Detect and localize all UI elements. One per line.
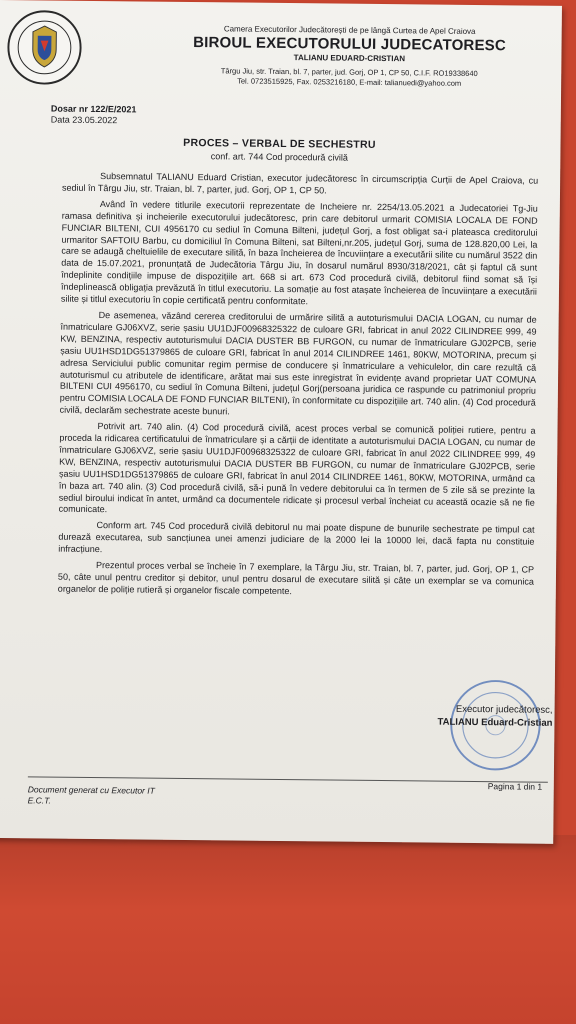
document-subtitle: conf. art. 744 Cod procedură civilă	[210, 151, 348, 163]
letterhead	[169, 24, 530, 90]
paragraph: Având în vedere titlurile executorii reprezentate de Incheiere nr. 2254/13.05.2021 a Judecatoriei Tg-Jiu ramasa definitiva și incheierile executorului judecătoresc, prin care debitorul urmarit COMISIA LOCALA DE FOND FUNCIAR BILTENI, CUI 4956170 cu sediul în Comuna Bilteni, județul Gorj, a fost obligat sa-i plateasca creditorului urmaritor SAFTOIU Barbu, cu domiciliul în Comuna Bilteni, sat Bilteni,nr.205, județul Gorj, suma de 128.820,00 Lei, la care se adaugă cheltuielile de executare silită, în baza încheierea de încuviințare a executării silite cu numărul 3522 din data de 15.07.2021, pronunțată de Judecătoria Târgu Jiu, în dosarul numărul 8930/318/2021, cât și faptul că sunt îndeplinite condițiile impuse de dispozițiile art. 668 si art. 673 Cod procedură civilă, debitorul fiind somat să își îndeplinească obligația prevăzută în titlul executoriu. La somație au fost atașate încheierea de încuviințare a executării silite și titlul executoriu în copie certificată pentru conformitate.	[60, 198, 538, 307]
document-title: PROCES – VERBAL DE SECHESTRU	[183, 136, 376, 151]
tablecloth-background	[0, 835, 576, 1024]
romania-coat-of-arms-seal-icon	[5, 8, 84, 87]
generated-by: Document generat cu Executor IT	[27, 784, 155, 796]
executor-name-line: TALIANU EDUARD-CRISTIAN	[293, 53, 406, 64]
signature-block	[392, 702, 552, 730]
case-number: Dosar nr 122/E/2021	[50, 103, 137, 115]
contact-line: Tel. 0723515925, Fax. 0253216180, E-mail: talianuedi@yahoo.com	[237, 76, 462, 88]
office-title: BIROUL EXECUTORULUI JUDECATORESC	[193, 34, 507, 55]
chamber-line: Camera Executorilor Judecătorești de pe lângă Curtea de Apel Craiova	[223, 24, 476, 36]
paragraph: Subsemnatul TALIANU Eduard Cristian, executor judecătoresc în circumscripția Curții de Apel Craiova, cu sediul în Târgu Jiu, str. Traian, bl. 7, parter, jud. Gorj, OP 1, CP 50.	[61, 171, 539, 196]
signature-name: TALIANU Eduard-Cristian	[437, 716, 553, 729]
signature-role: Executor judecătoresc,	[455, 703, 553, 716]
page-number: Pagina 1 din 1	[487, 781, 543, 792]
address-line: Târgu Jiu, str. Traian, bl. 7, parter, jud. Gorj, OP 1, CP 50, C.I.F. RO19338640	[220, 66, 478, 79]
paragraph: Conform art. 745 Cod procedură civilă debitorul nu mai poate dispune de bunurile sechestrate pe timpul cat durează executarea, sub sancțiunea unei amenzi judiciare de la 2000 lei la 10000 lei, dacă fapta nu constituie infracțiune.	[58, 520, 535, 555]
footer-divider	[28, 776, 548, 782]
document-date: Data 23.05.2022	[50, 114, 118, 126]
footer-generated	[28, 784, 155, 807]
paragraph: Prezentul proces verbal se încheie în 7 exemplare, la Târgu Jiu, str. Traian, bl. 7, parter, jud. Gorj, OP 1, CP 50, câte unul pentru creditor și debitor, unul pentru dosarul de executare silită și câte un exemplar se va comunica organelor de poliție rutieră și organelor fiscale competente.	[57, 560, 535, 596]
document-body	[58, 171, 538, 605]
paragraph: Potrivit art. 740 alin. (4) Cod procedură civilă, acest proces verbal se comunică poliției rutiere, pentru a proceda la ridicarea certificatului de înmatriculare și a cărții de identitate a autoturismului DACIA LOGAN, cu numar de înmatriculare GJ06XVZ, serie șasiu UU1DJF00968325322 de culoare GRI, fabricat în anul 2022 CILINDREE 999, 49 KW, BENZINA, respectiv autoturismului DACIA DUSTER BB FURGON, cu numar de înmatriculare GJ02PCB, serie șasiu UU1HSD1DG51379865 de culoare GRI, fabricat în anul 2014 CILINDREE 1461, 80KW, MOTORINA, urmând ca în baza art. 740 alin. (3) Cod procedură civilă, să-i pună în vedere debitorului ca în termen de 5 zile să se prezinte la sediul biroului indicat în antet, urmând ca documentele ridicate și procesul verbal încheiat cu această ocazie să ne fie comunicate.	[58, 421, 536, 515]
case-meta	[51, 104, 137, 127]
initials: E.C.T.	[27, 795, 51, 806]
document-title-block	[0, 135, 561, 165]
paragraph: De asemenea, văzând cererea creditorului de urmărire silită a autoturismului DACIA LOGAN, cu numar de înmatriculare GJ06XVZ, serie șasiu UU1DJF00968325322 de culoare GRI, fabricat in anul 2022 CILINDREE 999, 49 KW, BENZINA, respectiv autoturismului DACIA DUSTER BB FURGON, cu numar de înmatriculare GJ02PCB, serie șasiu UU1HSD1DG51379865 de culoare GRI, fabricat în anul 2014 CILINDREE 1461, 80KW, MOTORINA, precum și adresa Serviciului public comunitar regim permise de conducere și înmatriculare a vehiculelor, din care rezultă că autoturismul cu atributele de identificare, arătat mai sus este inregistrat în evidențe avand proprietar UAT COMUNA BILTENI CUI 4956170, cu sediul în Comuna Bilteni, județul Gorj(persoana juridica ce raspunde cu patrimoniul propriu pentru COMISIA LOCALA DE FOND FUNCIAR BILTENI), în conformitate cu dispozițiile art. 740 alin. (4) Cod procedură civilă, declarăm sechestrate aceste bunuri.	[59, 310, 537, 417]
